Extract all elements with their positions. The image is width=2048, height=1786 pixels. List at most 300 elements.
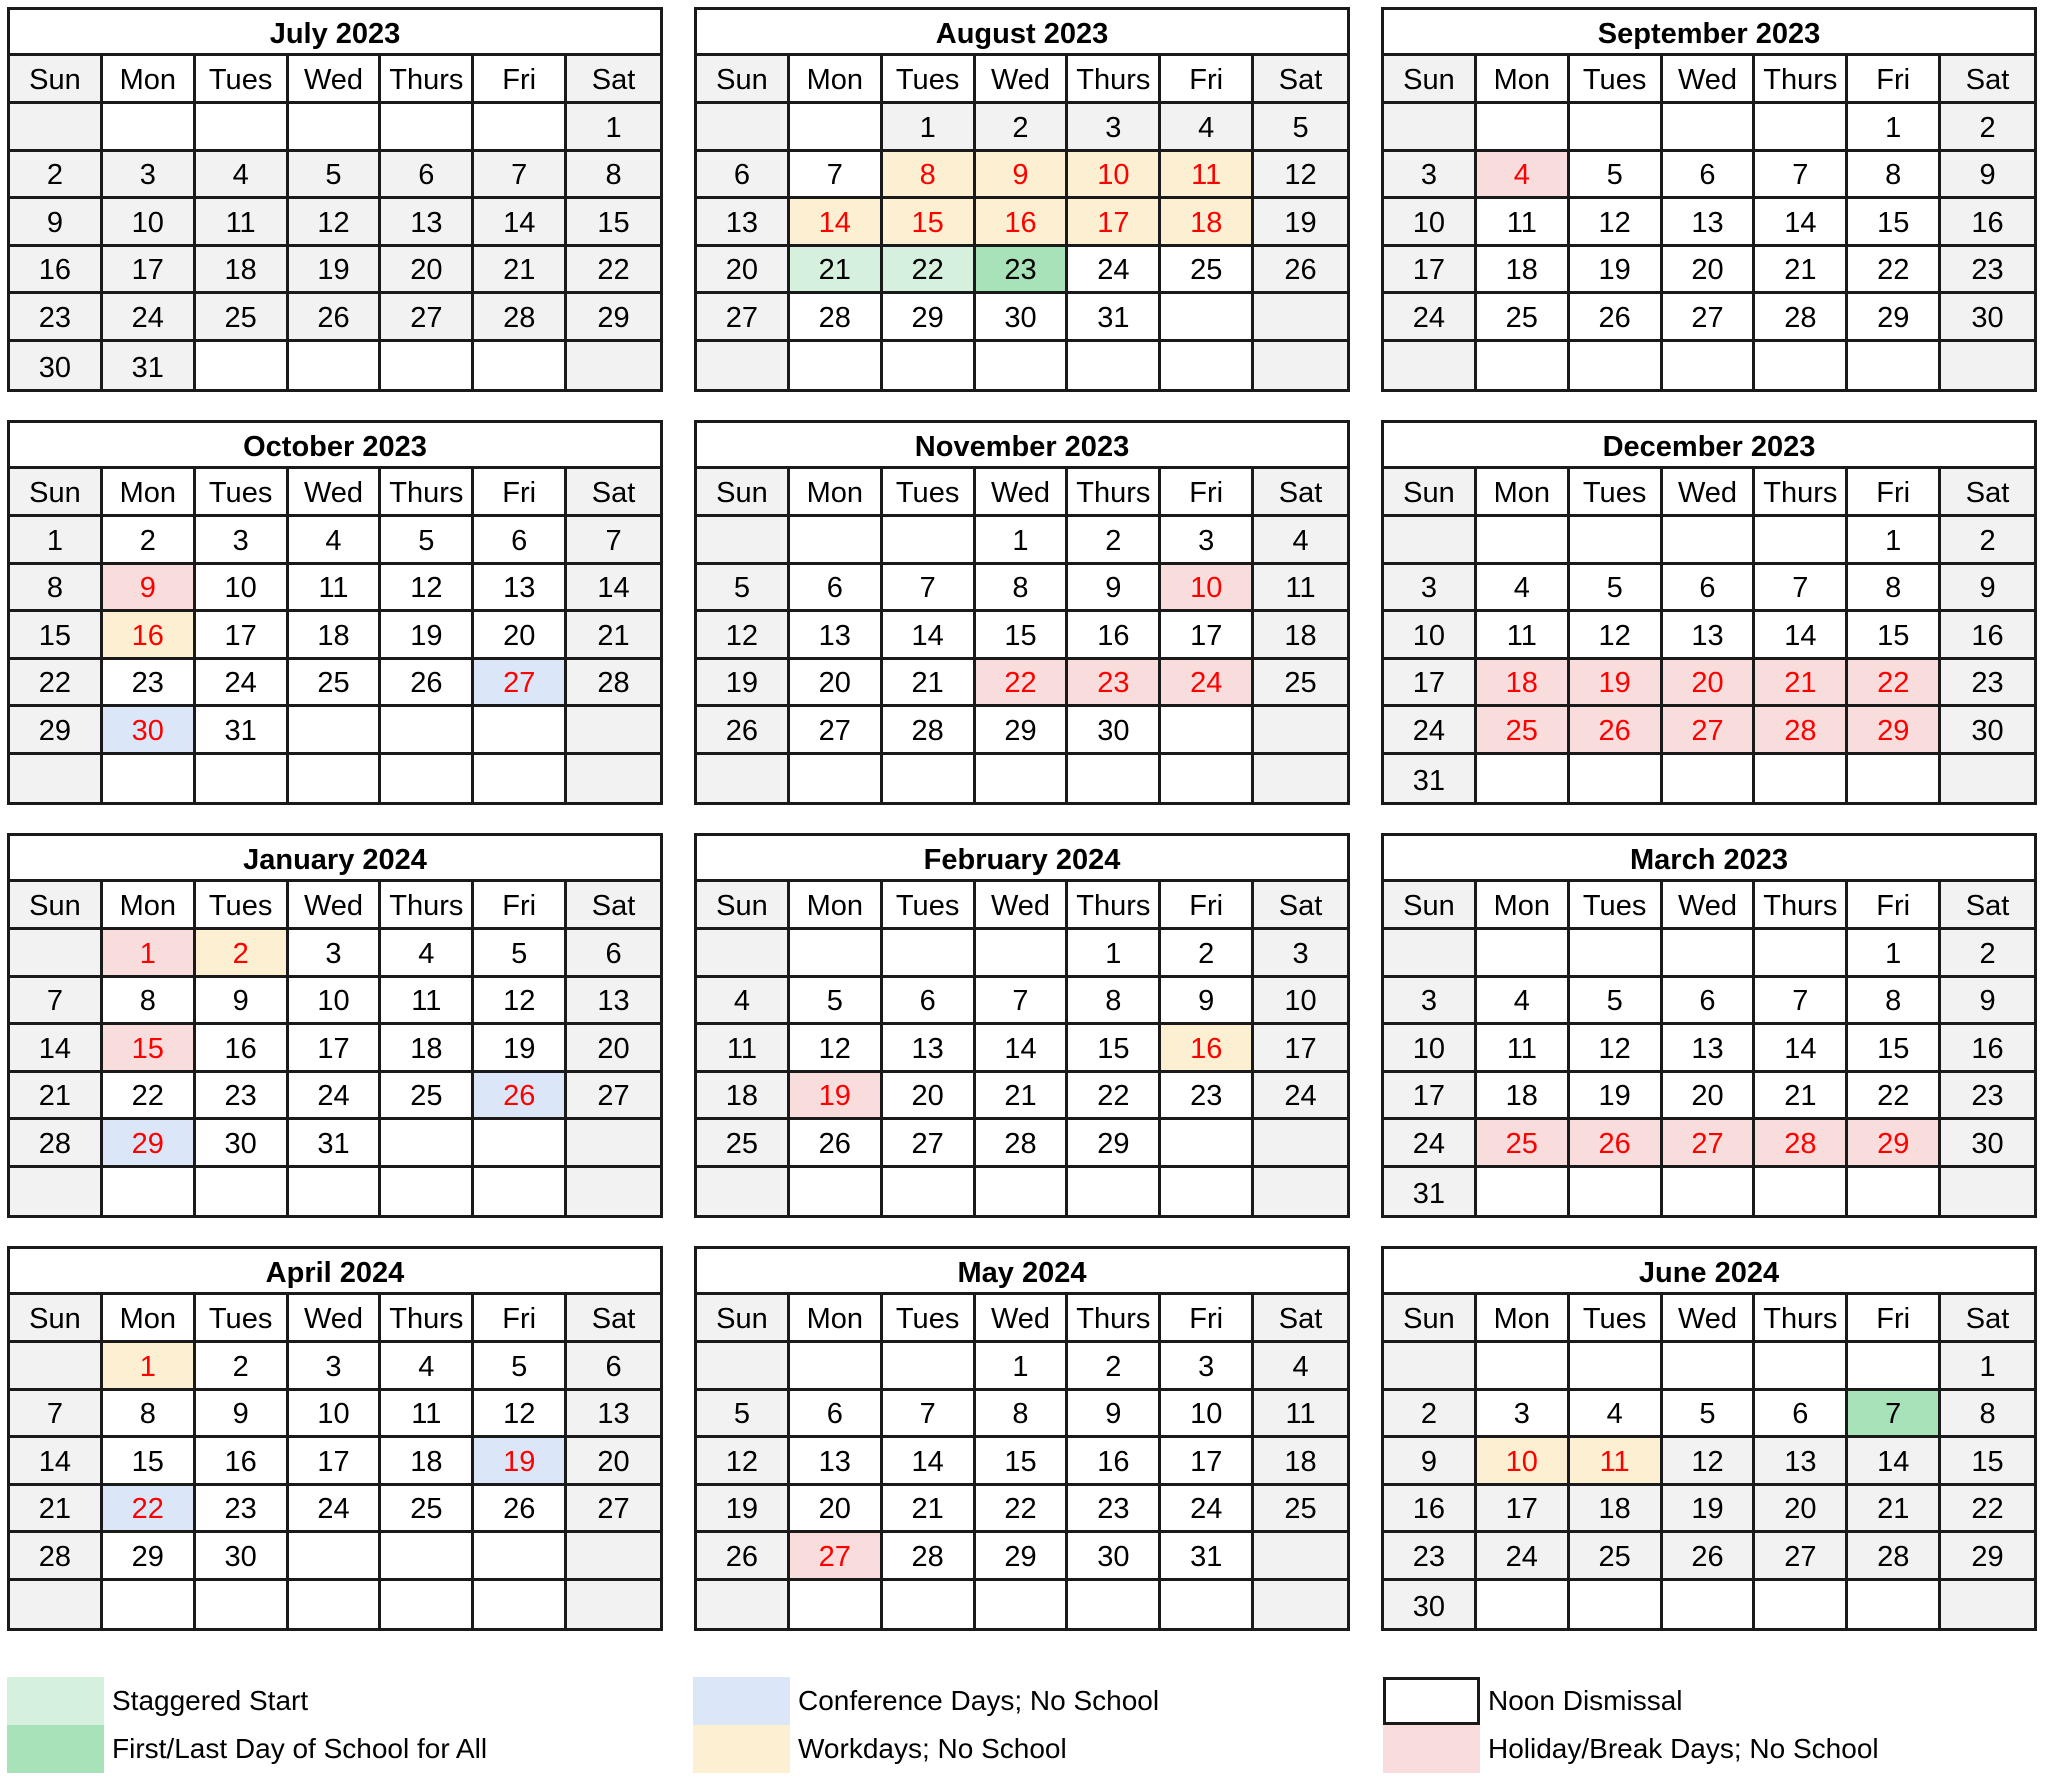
day-cell[interactable]: 9 — [1068, 1391, 1161, 1436]
day-cell[interactable]: 15 — [1848, 1025, 1941, 1070]
day-cell[interactable]: 26 — [697, 1533, 790, 1578]
day-cell[interactable]: 27 — [567, 1486, 660, 1531]
day-cell[interactable]: 12 — [790, 1025, 883, 1070]
day-cell[interactable]: 2 — [1941, 517, 2034, 562]
day-cell[interactable]: 4 — [697, 978, 790, 1023]
day-cell[interactable]: 17 — [1161, 1438, 1254, 1483]
day-cell[interactable]: 12 — [1663, 1438, 1756, 1483]
day-cell[interactable]: 30 — [976, 294, 1069, 339]
day-cell[interactable]: 28 — [790, 294, 883, 339]
day-cell[interactable]: 4 — [1254, 517, 1347, 562]
day-cell[interactable]: 9 — [1068, 565, 1161, 610]
day-cell[interactable]: 10 — [103, 199, 196, 244]
day-cell[interactable]: 7 — [1755, 152, 1848, 197]
day-cell[interactable]: 14 — [1755, 199, 1848, 244]
day-cell[interactable]: 17 — [103, 247, 196, 292]
day-cell[interactable]: 12 — [474, 978, 567, 1023]
day-cell[interactable]: 20 — [1663, 247, 1756, 292]
day-cell[interactable]: 22 — [976, 660, 1069, 705]
day-cell[interactable]: 11 — [1477, 1025, 1570, 1070]
day-cell[interactable]: 14 — [567, 565, 660, 610]
day-cell[interactable]: 1 — [1848, 517, 1941, 562]
day-cell[interactable]: 11 — [196, 199, 289, 244]
day-cell[interactable]: 14 — [883, 612, 976, 657]
day-cell[interactable]: 3 — [103, 152, 196, 197]
day-cell[interactable]: 6 — [790, 1391, 883, 1436]
day-cell[interactable]: 24 — [1384, 294, 1477, 339]
day-cell[interactable]: 1 — [976, 1343, 1069, 1388]
day-cell[interactable]: 19 — [1663, 1486, 1756, 1531]
day-cell[interactable]: 28 — [1755, 294, 1848, 339]
day-cell[interactable]: 26 — [1570, 294, 1663, 339]
day-cell[interactable]: 13 — [1755, 1438, 1848, 1483]
day-cell[interactable]: 15 — [103, 1025, 196, 1070]
day-cell[interactable]: 28 — [1848, 1533, 1941, 1578]
day-cell[interactable]: 1 — [1068, 930, 1161, 975]
day-cell[interactable]: 16 — [103, 612, 196, 657]
day-cell[interactable]: 6 — [567, 930, 660, 975]
day-cell[interactable]: 25 — [1161, 247, 1254, 292]
day-cell[interactable]: 7 — [1848, 1391, 1941, 1436]
day-cell[interactable]: 2 — [1384, 1391, 1477, 1436]
day-cell[interactable]: 29 — [1848, 294, 1941, 339]
day-cell[interactable]: 10 — [1254, 978, 1347, 1023]
day-cell[interactable]: 6 — [697, 152, 790, 197]
day-cell[interactable]: 17 — [196, 612, 289, 657]
day-cell[interactable]: 31 — [1384, 1168, 1477, 1216]
day-cell[interactable]: 23 — [1161, 1073, 1254, 1118]
day-cell[interactable]: 5 — [1570, 565, 1663, 610]
day-cell[interactable]: 14 — [1755, 1025, 1848, 1070]
day-cell[interactable]: 17 — [1384, 247, 1477, 292]
day-cell[interactable]: 23 — [1941, 660, 2034, 705]
day-cell[interactable]: 9 — [1941, 978, 2034, 1023]
day-cell[interactable]: 18 — [289, 612, 382, 657]
day-cell[interactable]: 5 — [474, 930, 567, 975]
day-cell[interactable]: 22 — [1848, 1073, 1941, 1118]
day-cell[interactable]: 27 — [790, 707, 883, 752]
day-cell[interactable]: 18 — [1254, 612, 1347, 657]
day-cell[interactable]: 18 — [381, 1025, 474, 1070]
day-cell[interactable]: 1 — [10, 517, 103, 562]
day-cell[interactable]: 23 — [196, 1486, 289, 1531]
day-cell[interactable]: 30 — [196, 1533, 289, 1578]
day-cell[interactable]: 1 — [103, 930, 196, 975]
day-cell[interactable]: 28 — [1755, 1120, 1848, 1165]
day-cell[interactable]: 27 — [1663, 294, 1756, 339]
day-cell[interactable]: 31 — [1161, 1533, 1254, 1578]
day-cell[interactable]: 12 — [1570, 612, 1663, 657]
day-cell[interactable]: 24 — [1384, 707, 1477, 752]
day-cell[interactable]: 27 — [567, 1073, 660, 1118]
day-cell[interactable]: 18 — [1477, 1073, 1570, 1118]
day-cell[interactable]: 11 — [1570, 1438, 1663, 1483]
day-cell[interactable]: 4 — [1161, 104, 1254, 149]
day-cell[interactable]: 18 — [1477, 660, 1570, 705]
day-cell[interactable]: 7 — [1755, 565, 1848, 610]
day-cell[interactable]: 15 — [1068, 1025, 1161, 1070]
day-cell[interactable]: 10 — [1161, 1391, 1254, 1436]
day-cell[interactable]: 11 — [381, 978, 474, 1023]
day-cell[interactable]: 18 — [196, 247, 289, 292]
day-cell[interactable]: 13 — [567, 978, 660, 1023]
day-cell[interactable]: 29 — [1848, 1120, 1941, 1165]
day-cell[interactable]: 7 — [883, 1391, 976, 1436]
day-cell[interactable]: 28 — [10, 1120, 103, 1165]
day-cell[interactable]: 21 — [883, 660, 976, 705]
day-cell[interactable]: 11 — [1254, 1391, 1347, 1436]
day-cell[interactable]: 7 — [790, 152, 883, 197]
day-cell[interactable]: 22 — [103, 1486, 196, 1531]
day-cell[interactable]: 7 — [976, 978, 1069, 1023]
day-cell[interactable]: 13 — [883, 1025, 976, 1070]
day-cell[interactable]: 3 — [1384, 565, 1477, 610]
day-cell[interactable]: 14 — [10, 1025, 103, 1070]
day-cell[interactable]: 17 — [1254, 1025, 1347, 1070]
day-cell[interactable]: 8 — [1068, 978, 1161, 1023]
day-cell[interactable]: 10 — [1384, 612, 1477, 657]
day-cell[interactable]: 25 — [196, 294, 289, 339]
day-cell[interactable]: 27 — [1663, 1120, 1756, 1165]
day-cell[interactable]: 27 — [883, 1120, 976, 1165]
day-cell[interactable]: 31 — [1068, 294, 1161, 339]
day-cell[interactable]: 1 — [883, 104, 976, 149]
day-cell[interactable]: 17 — [1161, 612, 1254, 657]
day-cell[interactable]: 2 — [1941, 104, 2034, 149]
day-cell[interactable]: 4 — [1477, 978, 1570, 1023]
day-cell[interactable]: 18 — [381, 1438, 474, 1483]
day-cell[interactable]: 19 — [1570, 1073, 1663, 1118]
day-cell[interactable]: 14 — [474, 199, 567, 244]
day-cell[interactable]: 30 — [196, 1120, 289, 1165]
day-cell[interactable]: 6 — [474, 517, 567, 562]
day-cell[interactable]: 16 — [196, 1438, 289, 1483]
day-cell[interactable]: 6 — [1663, 978, 1756, 1023]
day-cell[interactable]: 26 — [474, 1073, 567, 1118]
day-cell[interactable]: 27 — [697, 294, 790, 339]
day-cell[interactable]: 25 — [1570, 1533, 1663, 1578]
day-cell[interactable]: 6 — [567, 1343, 660, 1388]
day-cell[interactable]: 27 — [474, 660, 567, 705]
day-cell[interactable]: 29 — [1941, 1533, 2034, 1578]
day-cell[interactable]: 5 — [1663, 1391, 1756, 1436]
day-cell[interactable]: 26 — [1663, 1533, 1756, 1578]
day-cell[interactable]: 7 — [474, 152, 567, 197]
day-cell[interactable]: 9 — [1161, 978, 1254, 1023]
day-cell[interactable]: 14 — [883, 1438, 976, 1483]
day-cell[interactable]: 11 — [381, 1391, 474, 1436]
day-cell[interactable]: 13 — [1663, 612, 1756, 657]
day-cell[interactable]: 15 — [10, 612, 103, 657]
day-cell[interactable]: 26 — [1254, 247, 1347, 292]
day-cell[interactable]: 13 — [474, 565, 567, 610]
day-cell[interactable]: 14 — [976, 1025, 1069, 1070]
day-cell[interactable]: 5 — [1570, 978, 1663, 1023]
day-cell[interactable]: 12 — [697, 612, 790, 657]
day-cell[interactable]: 5 — [381, 517, 474, 562]
day-cell[interactable]: 24 — [1477, 1533, 1570, 1578]
day-cell[interactable]: 10 — [1477, 1438, 1570, 1483]
day-cell[interactable]: 11 — [1254, 565, 1347, 610]
day-cell[interactable]: 27 — [1663, 707, 1756, 752]
day-cell[interactable]: 21 — [567, 612, 660, 657]
day-cell[interactable]: 19 — [474, 1025, 567, 1070]
day-cell[interactable]: 16 — [1941, 199, 2034, 244]
day-cell[interactable]: 30 — [10, 342, 103, 390]
day-cell[interactable]: 28 — [883, 1533, 976, 1578]
day-cell[interactable]: 29 — [1068, 1120, 1161, 1165]
day-cell[interactable]: 20 — [883, 1073, 976, 1118]
day-cell[interactable]: 25 — [1477, 1120, 1570, 1165]
day-cell[interactable]: 20 — [1755, 1486, 1848, 1531]
day-cell[interactable]: 21 — [883, 1486, 976, 1531]
day-cell[interactable]: 16 — [196, 1025, 289, 1070]
day-cell[interactable]: 8 — [1848, 152, 1941, 197]
day-cell[interactable]: 21 — [1755, 660, 1848, 705]
day-cell[interactable]: 22 — [1941, 1486, 2034, 1531]
day-cell[interactable]: 24 — [1384, 1120, 1477, 1165]
day-cell[interactable]: 28 — [976, 1120, 1069, 1165]
day-cell[interactable]: 20 — [1663, 660, 1756, 705]
day-cell[interactable]: 23 — [1384, 1533, 1477, 1578]
day-cell[interactable]: 24 — [1068, 247, 1161, 292]
day-cell[interactable]: 29 — [1848, 707, 1941, 752]
day-cell[interactable]: 24 — [1161, 660, 1254, 705]
day-cell[interactable]: 24 — [1161, 1486, 1254, 1531]
day-cell[interactable]: 18 — [1161, 199, 1254, 244]
day-cell[interactable]: 2 — [10, 152, 103, 197]
day-cell[interactable]: 13 — [697, 199, 790, 244]
day-cell[interactable]: 27 — [790, 1533, 883, 1578]
day-cell[interactable]: 24 — [289, 1486, 382, 1531]
day-cell[interactable]: 8 — [10, 565, 103, 610]
day-cell[interactable]: 1 — [1941, 1343, 2034, 1388]
day-cell[interactable]: 4 — [1254, 1343, 1347, 1388]
day-cell[interactable]: 19 — [790, 1073, 883, 1118]
day-cell[interactable]: 14 — [10, 1438, 103, 1483]
day-cell[interactable]: 7 — [1755, 978, 1848, 1023]
day-cell[interactable]: 3 — [1068, 104, 1161, 149]
day-cell[interactable]: 21 — [10, 1486, 103, 1531]
day-cell[interactable]: 29 — [976, 707, 1069, 752]
day-cell[interactable]: 10 — [289, 1391, 382, 1436]
day-cell[interactable]: 23 — [1068, 660, 1161, 705]
day-cell[interactable]: 22 — [883, 247, 976, 292]
day-cell[interactable]: 6 — [1663, 565, 1756, 610]
day-cell[interactable]: 19 — [381, 612, 474, 657]
day-cell[interactable]: 26 — [1570, 1120, 1663, 1165]
day-cell[interactable]: 7 — [10, 1391, 103, 1436]
day-cell[interactable]: 22 — [103, 1073, 196, 1118]
day-cell[interactable]: 23 — [1941, 247, 2034, 292]
day-cell[interactable]: 22 — [976, 1486, 1069, 1531]
day-cell[interactable]: 8 — [883, 152, 976, 197]
day-cell[interactable]: 8 — [1848, 565, 1941, 610]
day-cell[interactable]: 19 — [697, 1486, 790, 1531]
day-cell[interactable]: 11 — [1477, 199, 1570, 244]
day-cell[interactable]: 2 — [976, 104, 1069, 149]
day-cell[interactable]: 5 — [1570, 152, 1663, 197]
day-cell[interactable]: 4 — [289, 517, 382, 562]
day-cell[interactable]: 10 — [1384, 1025, 1477, 1070]
day-cell[interactable]: 10 — [196, 565, 289, 610]
day-cell[interactable]: 21 — [790, 247, 883, 292]
day-cell[interactable]: 4 — [381, 1343, 474, 1388]
day-cell[interactable]: 8 — [103, 978, 196, 1023]
day-cell[interactable]: 30 — [1941, 294, 2034, 339]
day-cell[interactable]: 25 — [1477, 707, 1570, 752]
day-cell[interactable]: 12 — [1254, 152, 1347, 197]
day-cell[interactable]: 20 — [567, 1025, 660, 1070]
day-cell[interactable]: 25 — [1254, 660, 1347, 705]
day-cell[interactable]: 20 — [567, 1438, 660, 1483]
day-cell[interactable]: 19 — [1570, 660, 1663, 705]
day-cell[interactable]: 2 — [196, 1343, 289, 1388]
day-cell[interactable]: 6 — [1663, 152, 1756, 197]
day-cell[interactable]: 29 — [976, 1533, 1069, 1578]
day-cell[interactable]: 22 — [1848, 660, 1941, 705]
day-cell[interactable]: 10 — [1161, 565, 1254, 610]
day-cell[interactable]: 2 — [1068, 517, 1161, 562]
day-cell[interactable]: 17 — [1384, 1073, 1477, 1118]
day-cell[interactable]: 18 — [1254, 1438, 1347, 1483]
day-cell[interactable]: 28 — [883, 707, 976, 752]
day-cell[interactable]: 16 — [976, 199, 1069, 244]
day-cell[interactable]: 20 — [474, 612, 567, 657]
day-cell[interactable]: 24 — [289, 1073, 382, 1118]
day-cell[interactable]: 1 — [1848, 930, 1941, 975]
day-cell[interactable]: 17 — [1384, 660, 1477, 705]
day-cell[interactable]: 15 — [1941, 1438, 2034, 1483]
day-cell[interactable]: 23 — [10, 294, 103, 339]
day-cell[interactable]: 26 — [474, 1486, 567, 1531]
day-cell[interactable]: 5 — [474, 1343, 567, 1388]
day-cell[interactable]: 16 — [1941, 1025, 2034, 1070]
day-cell[interactable]: 8 — [976, 1391, 1069, 1436]
day-cell[interactable]: 13 — [381, 199, 474, 244]
day-cell[interactable]: 2 — [103, 517, 196, 562]
day-cell[interactable]: 2 — [1068, 1343, 1161, 1388]
day-cell[interactable]: 11 — [289, 565, 382, 610]
day-cell[interactable]: 23 — [1068, 1486, 1161, 1531]
day-cell[interactable]: 14 — [1755, 612, 1848, 657]
day-cell[interactable]: 20 — [381, 247, 474, 292]
day-cell[interactable]: 29 — [567, 294, 660, 339]
day-cell[interactable]: 31 — [103, 342, 196, 390]
day-cell[interactable]: 5 — [697, 565, 790, 610]
day-cell[interactable]: 25 — [697, 1120, 790, 1165]
day-cell[interactable]: 13 — [790, 1438, 883, 1483]
day-cell[interactable]: 14 — [790, 199, 883, 244]
day-cell[interactable]: 30 — [1068, 1533, 1161, 1578]
day-cell[interactable]: 26 — [381, 660, 474, 705]
day-cell[interactable]: 8 — [1848, 978, 1941, 1023]
day-cell[interactable]: 12 — [474, 1391, 567, 1436]
day-cell[interactable]: 15 — [567, 199, 660, 244]
day-cell[interactable]: 9 — [1941, 152, 2034, 197]
day-cell[interactable]: 19 — [1254, 199, 1347, 244]
day-cell[interactable]: 21 — [1755, 247, 1848, 292]
day-cell[interactable]: 24 — [103, 294, 196, 339]
day-cell[interactable]: 1 — [103, 1343, 196, 1388]
day-cell[interactable]: 19 — [1570, 247, 1663, 292]
day-cell[interactable]: 6 — [883, 978, 976, 1023]
day-cell[interactable]: 24 — [1254, 1073, 1347, 1118]
day-cell[interactable]: 3 — [1254, 930, 1347, 975]
day-cell[interactable]: 2 — [196, 930, 289, 975]
day-cell[interactable]: 13 — [790, 612, 883, 657]
day-cell[interactable]: 22 — [10, 660, 103, 705]
day-cell[interactable]: 11 — [1477, 612, 1570, 657]
day-cell[interactable]: 17 — [1068, 199, 1161, 244]
day-cell[interactable]: 8 — [103, 1391, 196, 1436]
day-cell[interactable]: 9 — [1941, 565, 2034, 610]
day-cell[interactable]: 4 — [1570, 1391, 1663, 1436]
day-cell[interactable]: 21 — [1848, 1486, 1941, 1531]
day-cell[interactable]: 23 — [1941, 1073, 2034, 1118]
day-cell[interactable]: 6 — [1755, 1391, 1848, 1436]
day-cell[interactable]: 5 — [790, 978, 883, 1023]
day-cell[interactable]: 15 — [103, 1438, 196, 1483]
day-cell[interactable]: 5 — [289, 152, 382, 197]
day-cell[interactable]: 27 — [381, 294, 474, 339]
day-cell[interactable]: 15 — [1848, 612, 1941, 657]
day-cell[interactable]: 13 — [1663, 1025, 1756, 1070]
day-cell[interactable]: 31 — [196, 707, 289, 752]
day-cell[interactable]: 10 — [1384, 199, 1477, 244]
day-cell[interactable]: 18 — [1570, 1486, 1663, 1531]
day-cell[interactable]: 7 — [10, 978, 103, 1023]
day-cell[interactable]: 12 — [1570, 199, 1663, 244]
day-cell[interactable]: 6 — [790, 565, 883, 610]
day-cell[interactable]: 12 — [697, 1438, 790, 1483]
day-cell[interactable]: 16 — [1068, 1438, 1161, 1483]
day-cell[interactable]: 8 — [1941, 1391, 2034, 1436]
day-cell[interactable]: 7 — [883, 565, 976, 610]
day-cell[interactable]: 3 — [1384, 978, 1477, 1023]
day-cell[interactable]: 21 — [474, 247, 567, 292]
day-cell[interactable]: 25 — [381, 1486, 474, 1531]
day-cell[interactable]: 12 — [1570, 1025, 1663, 1070]
day-cell[interactable]: 29 — [883, 294, 976, 339]
day-cell[interactable]: 26 — [1570, 707, 1663, 752]
day-cell[interactable]: 28 — [10, 1533, 103, 1578]
day-cell[interactable]: 9 — [103, 565, 196, 610]
day-cell[interactable]: 30 — [1068, 707, 1161, 752]
day-cell[interactable]: 20 — [790, 660, 883, 705]
day-cell[interactable]: 4 — [196, 152, 289, 197]
day-cell[interactable]: 30 — [1941, 707, 2034, 752]
day-cell[interactable]: 12 — [289, 199, 382, 244]
day-cell[interactable]: 26 — [790, 1120, 883, 1165]
day-cell[interactable]: 23 — [103, 660, 196, 705]
day-cell[interactable]: 12 — [381, 565, 474, 610]
day-cell[interactable]: 11 — [1161, 152, 1254, 197]
day-cell[interactable]: 4 — [1477, 565, 1570, 610]
day-cell[interactable]: 16 — [10, 247, 103, 292]
day-cell[interactable]: 17 — [289, 1438, 382, 1483]
day-cell[interactable]: 15 — [883, 199, 976, 244]
day-cell[interactable]: 6 — [381, 152, 474, 197]
day-cell[interactable]: 31 — [1384, 755, 1477, 803]
day-cell[interactable]: 18 — [697, 1073, 790, 1118]
day-cell[interactable]: 28 — [1755, 707, 1848, 752]
day-cell[interactable]: 16 — [1161, 1025, 1254, 1070]
day-cell[interactable]: 27 — [1755, 1533, 1848, 1578]
day-cell[interactable]: 7 — [567, 517, 660, 562]
day-cell[interactable]: 16 — [1068, 612, 1161, 657]
day-cell[interactable]: 23 — [196, 1073, 289, 1118]
